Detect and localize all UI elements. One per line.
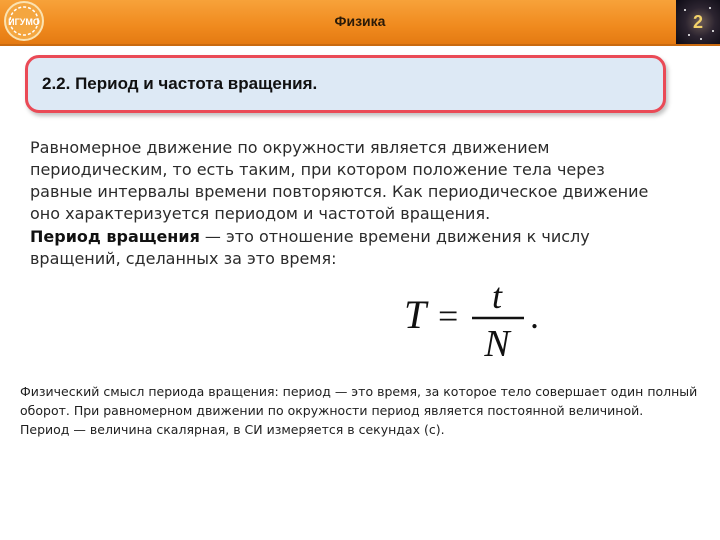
period-formula	[400, 272, 560, 362]
formula-lhs: T	[404, 292, 427, 337]
paragraph-intro: Равномерное движение по окружности является движением периодическим, то есть таким, при котором положение тела через равные интервалы времени повторяются. Как периодическое движение оно характеризуется периодом и частотой вращения.	[30, 138, 649, 223]
page-number: 2	[692, 12, 703, 32]
note-block	[20, 382, 710, 439]
formula-dot: .	[530, 296, 539, 336]
section-title: 2.2. Период и частота вращения.	[42, 74, 318, 93]
section-title-box	[25, 55, 666, 113]
main-text	[30, 137, 650, 270]
logo-text: ИГУМО	[8, 17, 40, 27]
note-line-1: Физический смысл периода вращения: период — это время, за которое тело совершает один полный оборот. При равномерном движении по окружности период является постоянной величиной.	[20, 384, 698, 418]
definition-term: Период вращения	[30, 227, 200, 246]
note-line-2: Период — величина скалярная, в СИ измеряется в секундах (с).	[20, 422, 445, 437]
paragraph-definition	[30, 226, 640, 270]
header-bar	[0, 0, 720, 46]
formula-equals: =	[438, 296, 459, 336]
definition-text: — это отношение времени движения к числу вращений, сделанных за это время:	[30, 227, 590, 268]
page-badge	[676, 0, 720, 44]
formula-numerator: t	[491, 276, 503, 316]
formula-denominator: N	[484, 323, 510, 362]
header-title: Физика	[334, 13, 386, 29]
